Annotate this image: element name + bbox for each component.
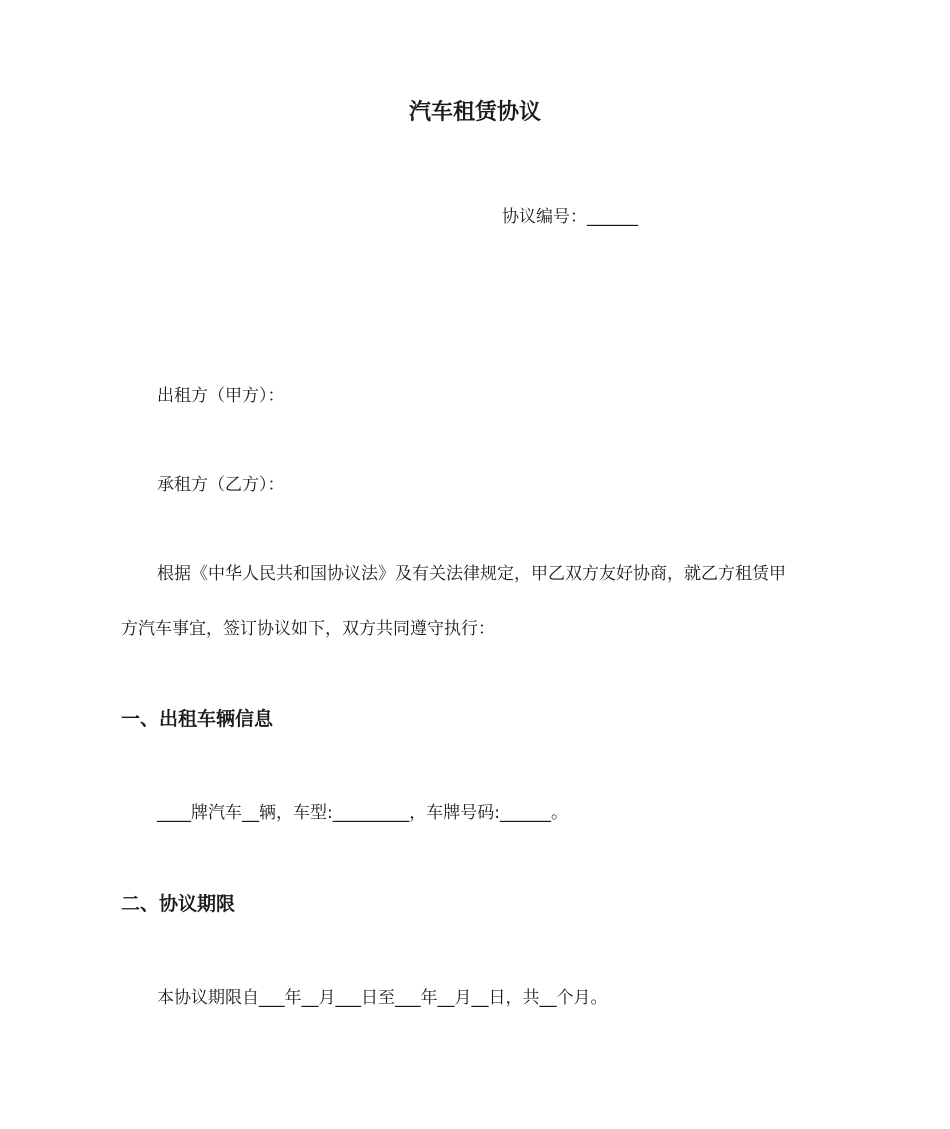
section-heading-vehicle-info: 一、出租车辆信息 bbox=[121, 708, 274, 730]
lessor-field: 出租方（甲方）： bbox=[157, 386, 285, 406]
section-heading-contract-term: 二、协议期限 bbox=[121, 893, 236, 915]
lessee-field: 承租方（乙方）： bbox=[157, 475, 285, 495]
contract-number-field: 协议编号：______ bbox=[502, 207, 638, 227]
vehicle-info-text: ____牌汽车__辆，车型:_________，车牌号码:______。 bbox=[157, 803, 568, 823]
document-title: 汽车租赁协议 bbox=[408, 100, 541, 125]
intro-paragraph-line-2: 方汽车事宜，签订协议如下，双方共同遵守执行： bbox=[121, 619, 495, 639]
intro-paragraph-line-1: 根据《中华人民共和国协议法》及有关法律规定，甲乙双方友好协商，就乙方租赁甲 bbox=[157, 564, 786, 584]
contract-term-text: 本协议期限自___年__月___日至___年__月__日，共__个月。 bbox=[157, 988, 608, 1008]
